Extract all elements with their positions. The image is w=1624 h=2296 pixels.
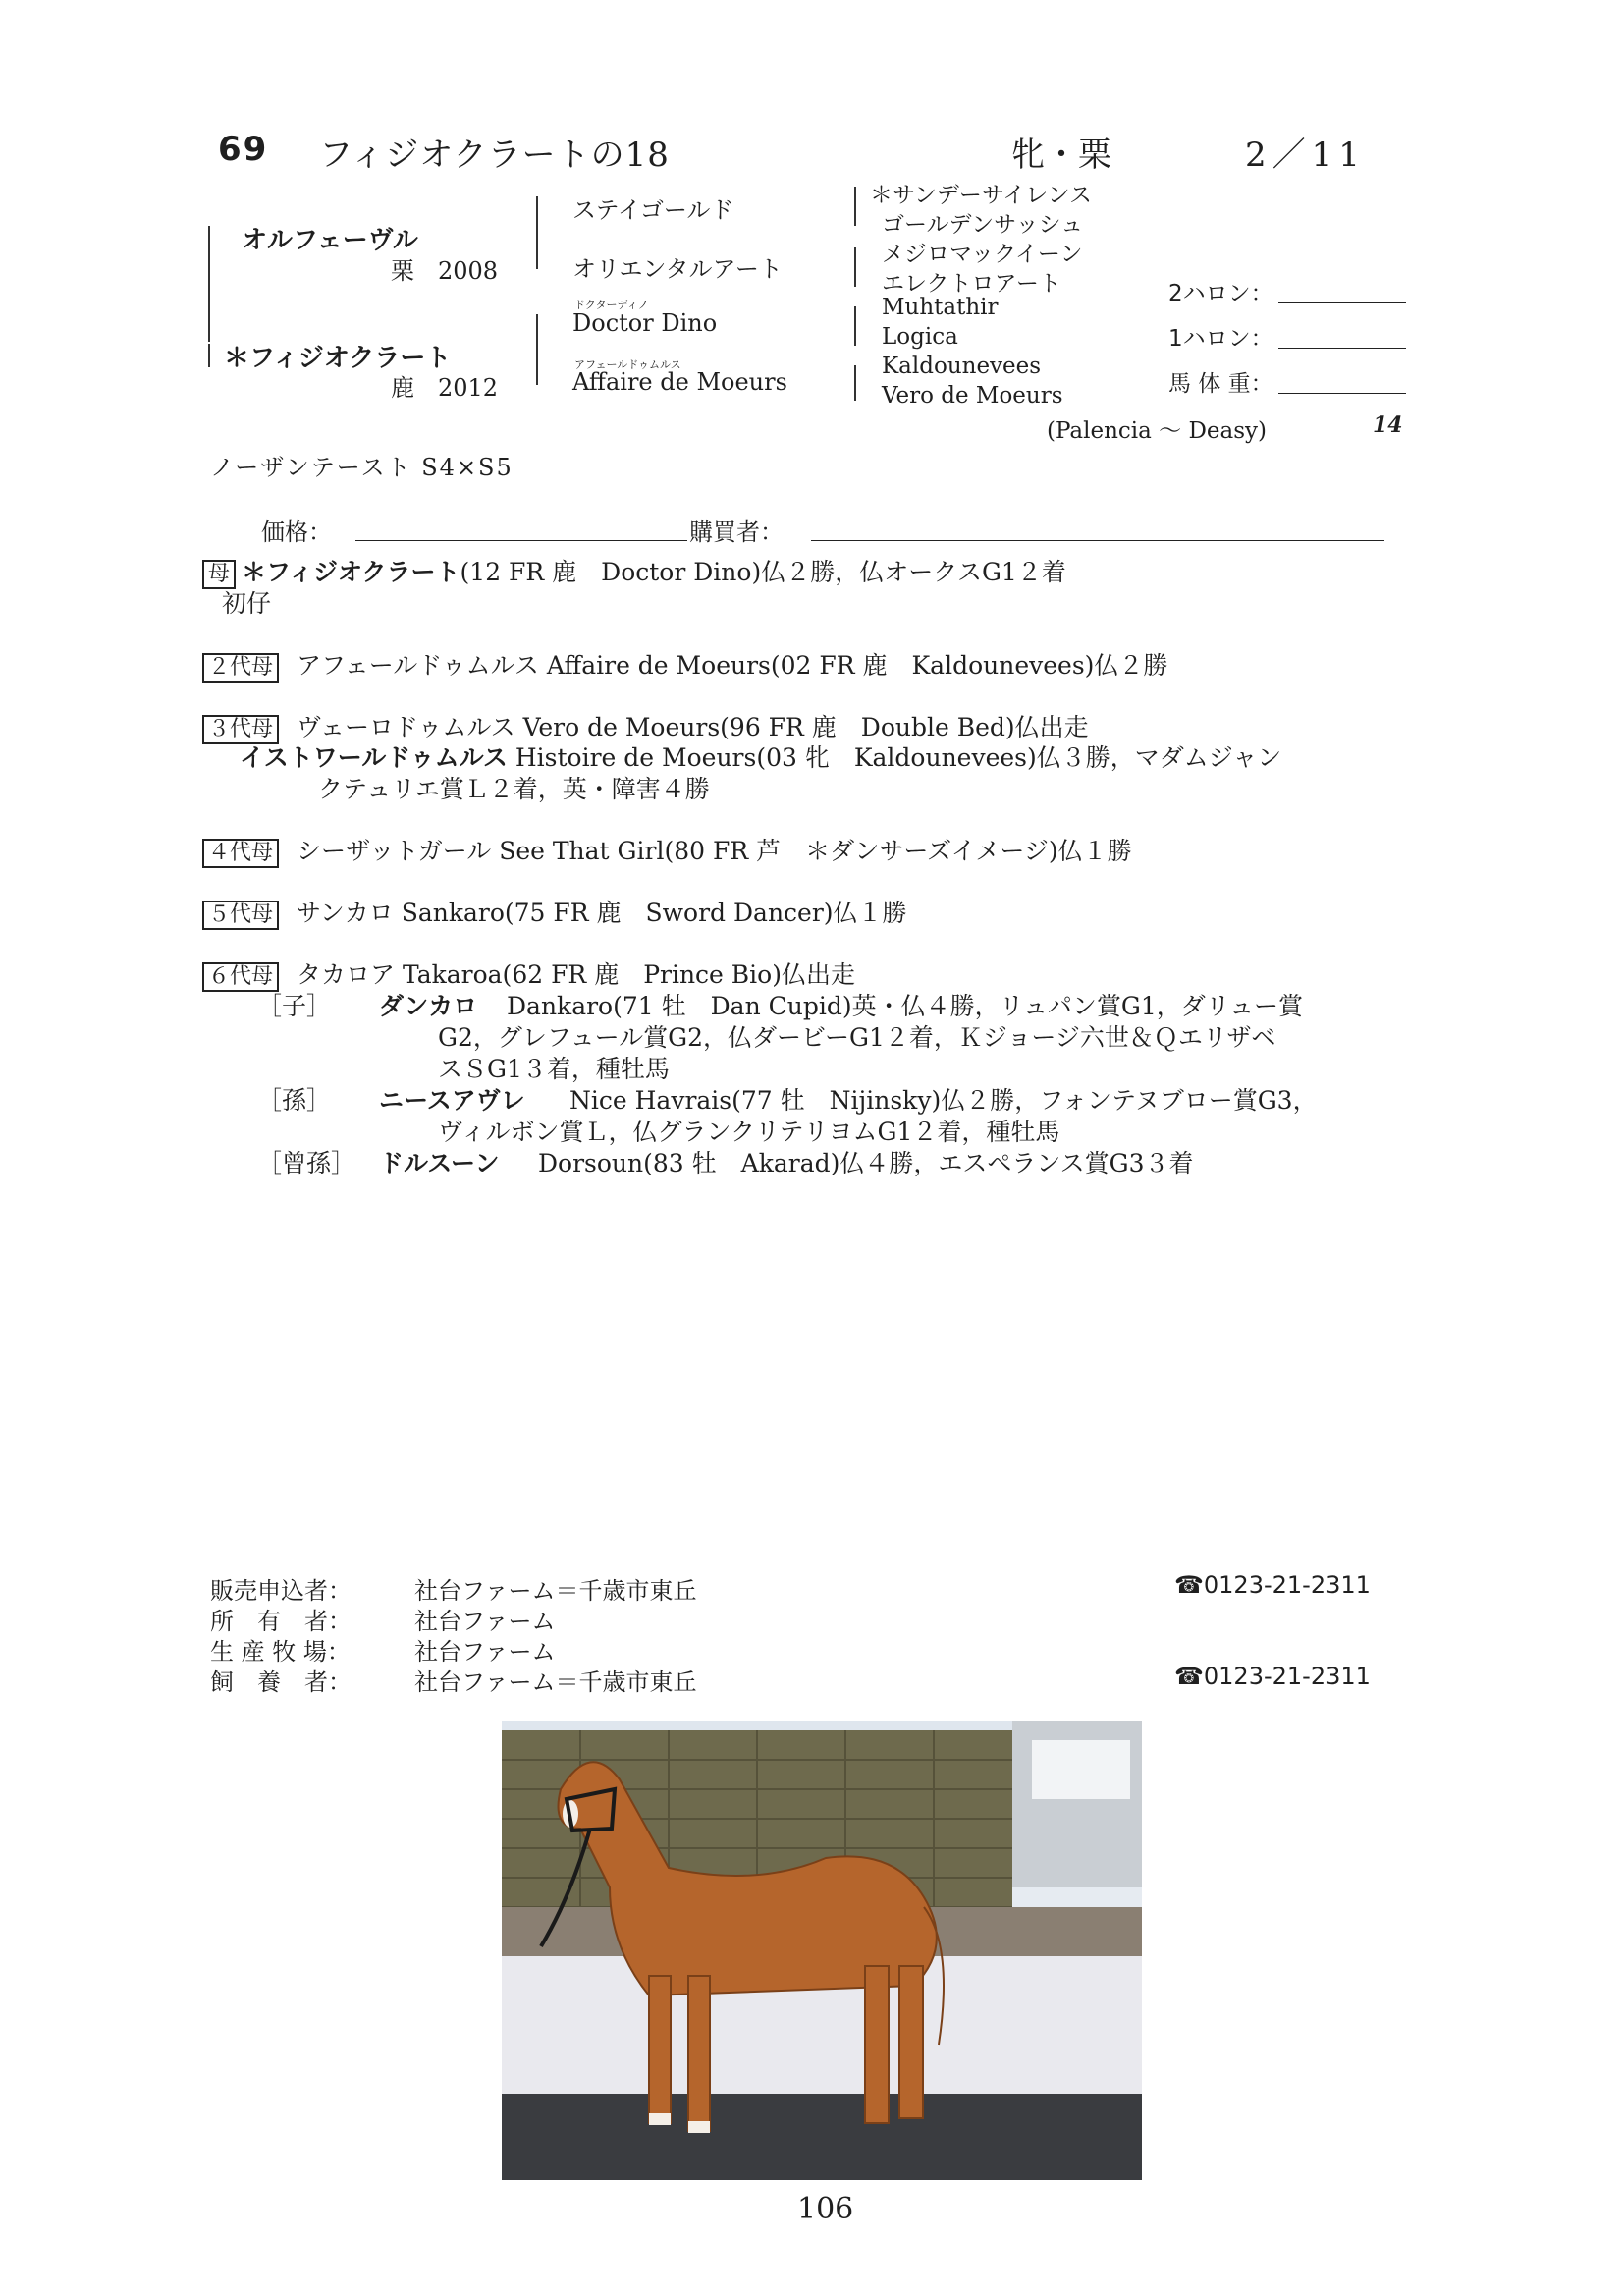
gen5-text: サンカロ Sankaro(75 FR 鹿 Sword Dancer)仏１勝 bbox=[297, 899, 907, 927]
gen3-6: Logica bbox=[882, 324, 958, 350]
gen3-5: Muhtathir bbox=[882, 295, 999, 320]
desc-1-line-0: Nice Havrais(77 牡 Nijinsky)仏２勝，フォンテヌブロー賞G3， bbox=[569, 1086, 1318, 1115]
sire-year: 栗 2008 bbox=[391, 257, 499, 285]
page-number: 106 bbox=[797, 2192, 854, 2226]
two-furlong-label: 2ハロン： bbox=[1168, 281, 1273, 306]
gen5-tag: ５代母 bbox=[202, 901, 279, 930]
dam-year: 鹿 2012 bbox=[391, 374, 499, 402]
price-label: 価格： bbox=[261, 519, 332, 546]
gen3-child-line bbox=[240, 738, 1281, 774]
gen3-4: エレクトロアート bbox=[882, 271, 1061, 297]
gen4-tag: ４代母 bbox=[202, 839, 279, 868]
desc-rel-2: ［曾孫］ bbox=[257, 1149, 356, 1177]
price-field bbox=[355, 540, 687, 541]
gen3-tag: ３代母 bbox=[202, 715, 279, 744]
consignor-label-1: 所 有 者： bbox=[210, 1608, 352, 1635]
dam-name: ＊フィジオクラート bbox=[224, 344, 452, 373]
desc-0-line-1: G2，グレフュール賞G2，仏ダービーG1２着，Ｋジョージ六世＆Ｑエリザベ bbox=[438, 1023, 1276, 1052]
gen3-child-text2: クテュリエ賞Ｌ２着，英・障害４勝 bbox=[318, 775, 710, 803]
gen5-line bbox=[202, 894, 907, 930]
desc-1-line-1: ヴィルボン賞Ｌ，仏グランクリテリヨムG1２着，種牡馬 bbox=[438, 1118, 1060, 1146]
lot-number: 69 bbox=[218, 130, 269, 169]
consignor-value-0: 社台ファーム＝千歳市東丘 bbox=[414, 1577, 697, 1605]
dam-line-text: (12 FR 鹿 Doctor Dino)仏２勝，仏オークスG1２着 bbox=[460, 558, 1066, 586]
foaling-date: 2／11 bbox=[1245, 136, 1366, 175]
g3-bracket-1 bbox=[854, 187, 856, 226]
consignor-label-3: 飼 養 者： bbox=[210, 1668, 352, 1696]
one-furlong-label: 1ハロン： bbox=[1168, 326, 1273, 352]
gen3-2: ゴールデンサッシュ bbox=[882, 212, 1084, 238]
dam-line-name: ＊フィジオクラート bbox=[242, 558, 460, 586]
weight-field bbox=[1278, 393, 1406, 394]
gen3-1: ＊サンデーサイレンス bbox=[870, 183, 1092, 208]
gen3-child-name: イストワールドゥムルス bbox=[240, 743, 508, 772]
gen4-line bbox=[202, 832, 1132, 868]
inbreeding: ノーザンテースト S4×S5 bbox=[210, 454, 514, 481]
gen3-text: ヴェーロドゥムルス Vero de Moeurs(96 FR 鹿 Double Bed)仏出走 bbox=[297, 713, 1089, 741]
sire-sire-bracket bbox=[536, 196, 538, 269]
dam-line bbox=[202, 553, 1066, 589]
gen4-text: シーザットガール See That Girl(80 FR 芦 ＊ダンサーズイメージ)仏１勝 bbox=[297, 837, 1132, 865]
consignor-value-1: 社台ファーム bbox=[414, 1608, 556, 1635]
sex-color: 牝・栗 bbox=[1011, 136, 1111, 175]
weight-label: 馬 体 重： bbox=[1168, 371, 1273, 397]
dam-sire-ruby: ドクターディノ bbox=[574, 299, 649, 311]
consignor-label-2: 生 産 牧 場： bbox=[210, 1638, 351, 1666]
consignor-phone-0: ☎0123-21-2311 bbox=[1174, 1571, 1371, 1599]
desc-rel-1: ［孫］ bbox=[257, 1086, 332, 1115]
family-note: (Palencia ～ Deasy) bbox=[1047, 418, 1268, 444]
desc-rel-0: ［子］ bbox=[257, 992, 332, 1020]
desc-name-0: ダンカロ bbox=[379, 992, 478, 1020]
dam-sub: 初仔 bbox=[222, 589, 272, 618]
consignor-phone-3: ☎0123-21-2311 bbox=[1174, 1663, 1371, 1690]
consignor-value-3: 社台ファーム＝千歳市東丘 bbox=[414, 1668, 697, 1696]
gen3-3: メジロマックイーン bbox=[882, 242, 1083, 267]
dam-sire: Doctor Dino bbox=[572, 309, 718, 337]
horse-name: フィジオクラートの18 bbox=[319, 136, 670, 175]
desc-2-line-0: Dorsoun(83 牡 Akarad)仏４勝，エスペランス賞G3３着 bbox=[538, 1149, 1194, 1177]
sire-sire: ステイゴールド bbox=[572, 196, 734, 224]
buyer-label: 購買者： bbox=[689, 519, 784, 546]
gen2-line bbox=[202, 646, 1167, 683]
sire-dam: オリエンタルアート bbox=[572, 255, 783, 283]
desc-name-1: ニースアヴレ bbox=[379, 1086, 525, 1115]
dam-sire-bracket bbox=[536, 314, 538, 385]
consignor-label-0: 販売申込者： bbox=[210, 1577, 352, 1605]
sire-name: オルフェーヴル bbox=[242, 226, 418, 255]
dam-dam: Affaire de Moeurs bbox=[572, 368, 787, 396]
dam-bracket bbox=[208, 344, 210, 367]
desc-0-line-0: Dankaro(71 牡 Dan Cupid)英・仏４勝，リュパン賞G1，ダリュー賞 bbox=[507, 992, 1303, 1020]
g3-bracket-3 bbox=[854, 306, 856, 346]
g3-bracket-4 bbox=[854, 365, 856, 401]
family-number: 14 bbox=[1373, 412, 1403, 438]
gen6-tag: ６代母 bbox=[202, 962, 279, 992]
desc-0-line-2: スＳG1３着，種牡馬 bbox=[438, 1055, 670, 1083]
desc-name-2: ドルスーン bbox=[379, 1149, 500, 1177]
gen3-8: Vero de Moeurs bbox=[882, 383, 1063, 409]
gen2-tag: ２代母 bbox=[202, 653, 279, 683]
sire-bracket bbox=[208, 226, 210, 342]
buyer-field bbox=[811, 540, 1384, 541]
dam-tag: 母 bbox=[202, 560, 236, 589]
one-furlong-field bbox=[1278, 348, 1406, 349]
gen6-text: タカロア Takaroa(62 FR 鹿 Prince Bio)仏出走 bbox=[297, 960, 855, 989]
two-furlong-field bbox=[1278, 302, 1406, 303]
gen2-text: アフェールドゥムルス Affaire de Moeurs(02 FR 鹿 Kaldounevees)仏２勝 bbox=[297, 651, 1168, 680]
consignor-value-2: 社台ファーム bbox=[414, 1638, 556, 1666]
g3-bracket-2 bbox=[854, 247, 856, 287]
dam-dam-ruby: アフェールドゥムルス bbox=[574, 358, 681, 371]
horse-photo bbox=[502, 1721, 1142, 2180]
gen3-7: Kaldounevees bbox=[882, 354, 1042, 379]
gen3-child-text: Histoire de Moeurs(03 牝 Kaldounevees)仏３勝，マダムジャン bbox=[514, 743, 1282, 772]
